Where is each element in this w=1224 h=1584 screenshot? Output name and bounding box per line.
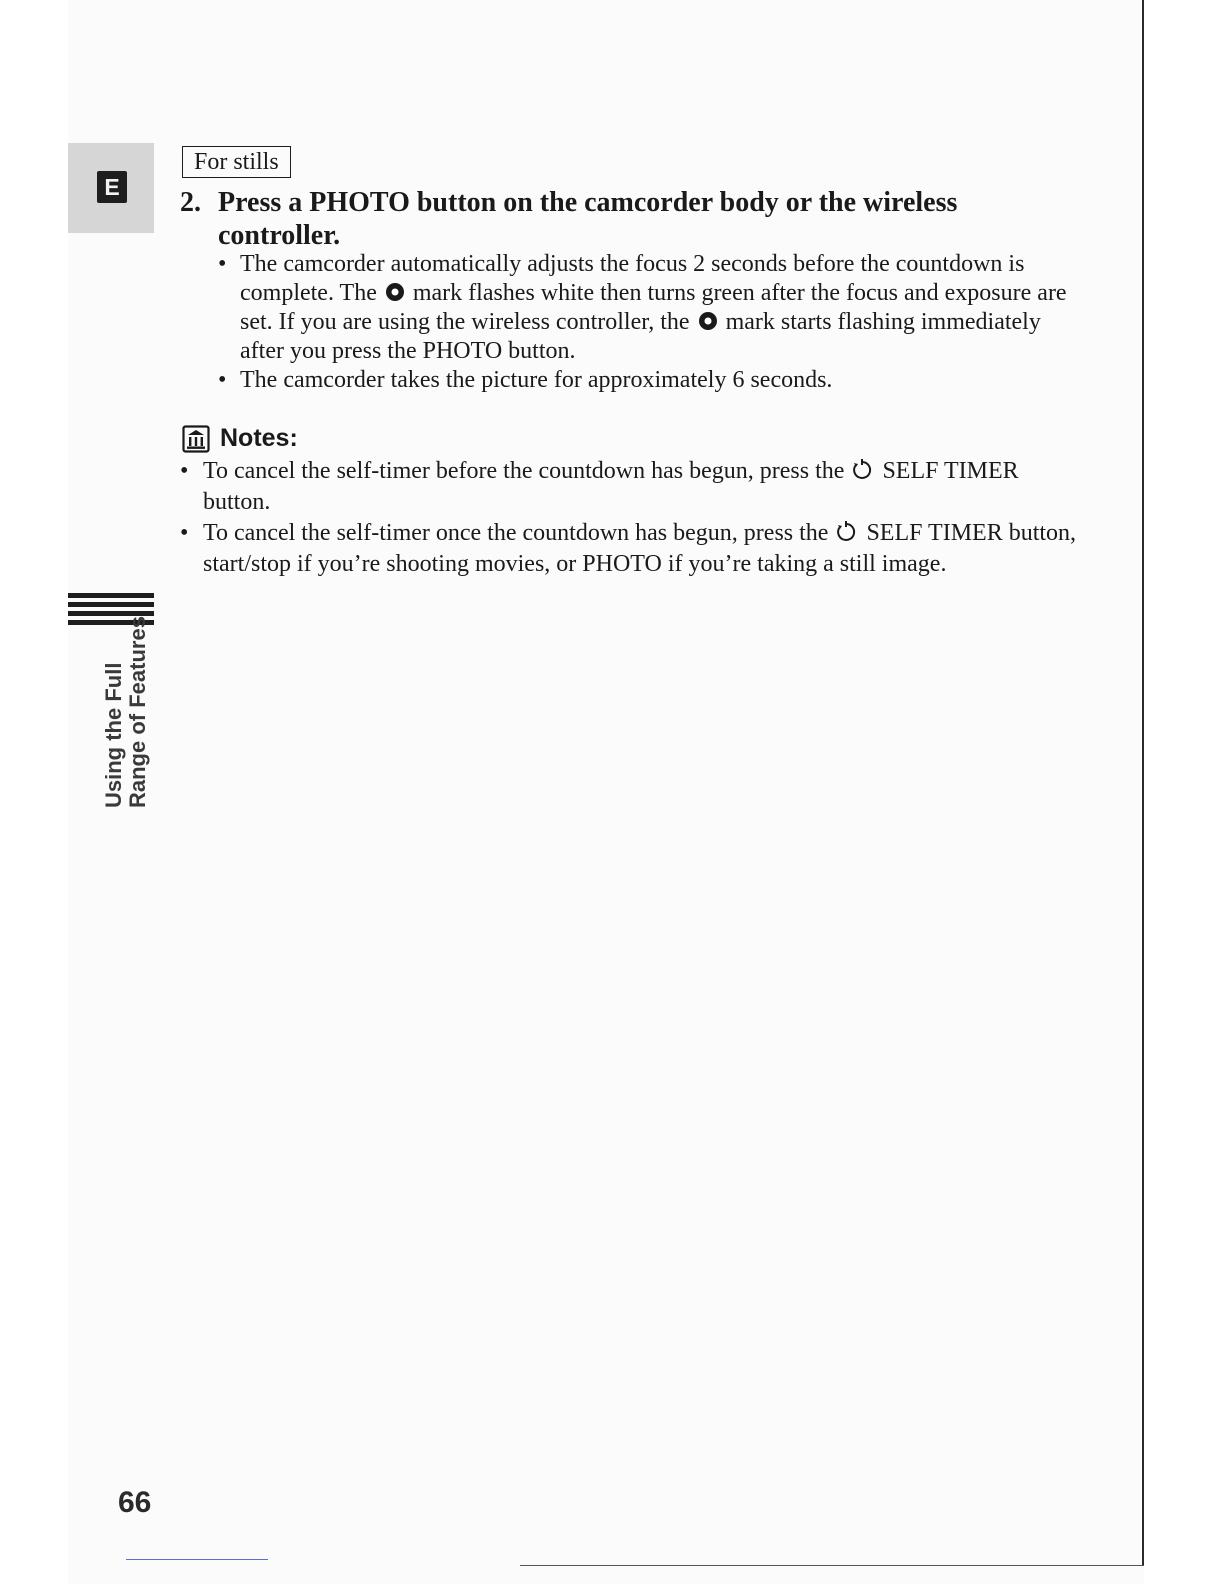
page-edge-rule (1142, 0, 1144, 1566)
notes-title: Notes: (220, 424, 298, 452)
language-badge: E (97, 171, 127, 203)
note-icon (182, 425, 210, 453)
focus-mark-icon (698, 311, 718, 331)
step-text: Press a PHOTO button on the camcorder body or the wireless controller. (218, 187, 958, 251)
bottom-link-rule (126, 1559, 268, 1560)
section-label (102, 568, 150, 808)
notes-list (180, 456, 1080, 580)
bottom-rule (520, 1565, 1144, 1566)
section-label-line2: Range of Features (125, 616, 150, 808)
list-item: • To cancel the self-timer before the countdown has begun, press the SELF TIMER button. (180, 456, 1080, 518)
self-timer-icon (836, 520, 856, 542)
step-heading (180, 186, 1040, 252)
for-stills-label: For stills (182, 146, 291, 178)
page-number: 66 (118, 1486, 152, 1519)
list-item: • To cancel the self-timer once the countdown has begun, press the SELF TIMER button, start/stop if you’re shooting movies, or PHOTO if you’re taking a still image. (180, 518, 1080, 580)
section-label-line1: Using the Full (101, 662, 126, 808)
notes-heading (182, 424, 298, 453)
self-timer-icon (852, 458, 872, 480)
list-item: • The camcorder takes the picture for approximately 6 seconds. (218, 366, 1078, 395)
step-bullets (218, 250, 1078, 395)
step-number: 2. (180, 187, 201, 218)
list-item: • The camcorder automatically adjusts the focus 2 seconds before the countdown is complete. The mark flashes white then turns green after the focus and exposure are set. If you are using the wireless controller, the mark starts flashing immediately after you press the PHOTO button. (218, 250, 1078, 366)
focus-mark-icon (385, 282, 405, 302)
